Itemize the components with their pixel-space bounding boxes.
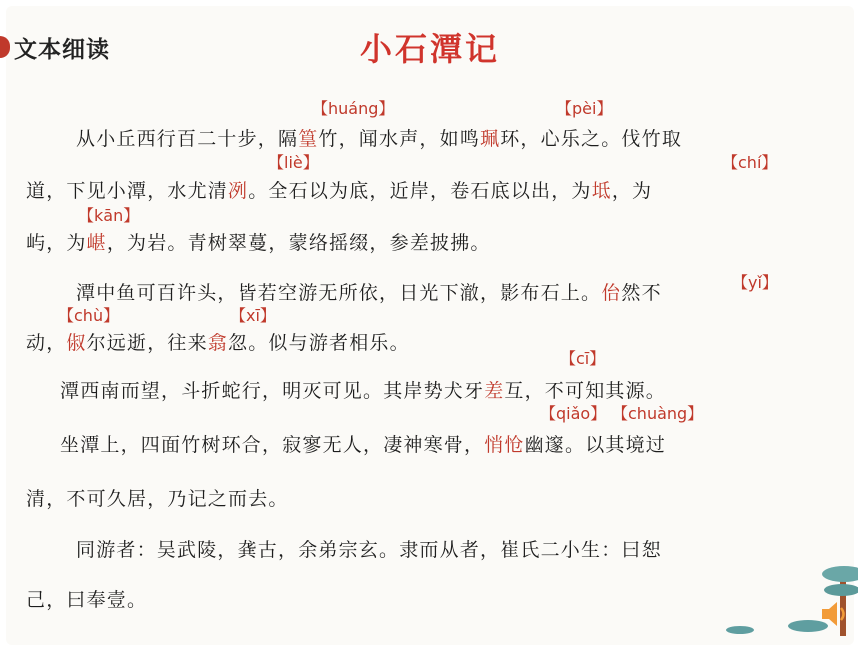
text-line-9: 同游者：吴武陵，龚古，余弟宗玄。隶而从者，崔氏二小生：曰恕 <box>76 539 662 561</box>
text-segment: 竹，闻水声，如鸣 <box>318 128 481 150</box>
text-segment: 尔远逝，往来 <box>86 332 208 354</box>
text-segment: 幽邃。以其境过 <box>524 434 667 456</box>
pinyin-lie: 【liè】 <box>268 153 319 172</box>
text-segment: ，为岩。青树翠蔓，蒙络摇缀，参差披拂。 <box>106 232 491 254</box>
text-line-10: 己，曰奉壹。 <box>26 589 148 611</box>
text-segment: 潭西南而望，斗折蛇行，明灭可见。其岸势犬牙 <box>60 380 485 402</box>
text-segment: 动， <box>26 332 67 354</box>
pinyin-xi: 【xī】 <box>230 306 276 325</box>
pinyin-chuang: 【chuàng】 <box>612 404 704 423</box>
highlight-char: 差 <box>484 380 505 402</box>
text-segment: 潭中鱼可百许头，皆若空游无所依，日光下澈，影布石上。 <box>76 282 602 304</box>
text-line-5 <box>26 328 410 355</box>
text-line-3 <box>26 228 491 255</box>
pinyin-qiao: 【qiǎo】 <box>540 404 607 423</box>
text-line-6 <box>60 376 666 403</box>
pinyin-chi: 【chí】 <box>722 153 778 172</box>
text-line-8: 清，不可久居，乃记之而去。 <box>26 488 289 510</box>
highlight-char: 悄怆 <box>484 434 525 456</box>
text-segment: 然不 <box>621 282 662 304</box>
text-segment: 忽。似与游者相乐。 <box>228 332 410 354</box>
pinyin-ci: 【cī】 <box>560 349 606 368</box>
pinyin-yi: 【yǐ】 <box>732 273 778 292</box>
text-segment: 道，下见小潭，水尤清 <box>26 180 229 202</box>
text-segment: 。全石以为底，近岸，卷石底以出，为 <box>248 180 592 202</box>
highlight-char: 坻 <box>591 180 612 202</box>
text-line-4 <box>76 278 662 305</box>
text-segment: ，为 <box>611 180 653 202</box>
pinyin-chu: 【chù】 <box>58 306 120 325</box>
text-segment: 从小丘西行百二十步，隔 <box>76 128 299 150</box>
highlight-char: 俶 <box>66 332 87 354</box>
text-segment: 互，不可知其源。 <box>504 380 667 402</box>
text-segment: 屿，为 <box>26 232 87 254</box>
page-title: 小石潭记 <box>359 30 500 68</box>
text-line-1 <box>76 124 682 151</box>
highlight-char: 嵁 <box>86 232 107 254</box>
section-label: 文本细读 <box>14 36 110 63</box>
text-segment: 环，心乐之。伐竹取 <box>500 128 683 150</box>
highlight-char: 篁 <box>298 128 319 150</box>
speaker-icon[interactable] <box>818 598 850 630</box>
text-line-7 <box>60 430 666 457</box>
pinyin-pei: 【pèi】 <box>556 99 613 118</box>
pinyin-kan: 【kān】 <box>78 206 140 225</box>
highlight-char: 佁 <box>601 282 622 304</box>
pinyin-huang: 【huáng】 <box>312 99 395 118</box>
highlight-char: 翕 <box>207 332 229 354</box>
text-line-2 <box>26 176 652 203</box>
text-segment: 坐潭上，四面竹树环合，寂寥无人，凄神寒骨， <box>60 434 485 456</box>
highlight-char: 冽 <box>228 180 249 202</box>
highlight-char: 珮 <box>480 128 501 150</box>
